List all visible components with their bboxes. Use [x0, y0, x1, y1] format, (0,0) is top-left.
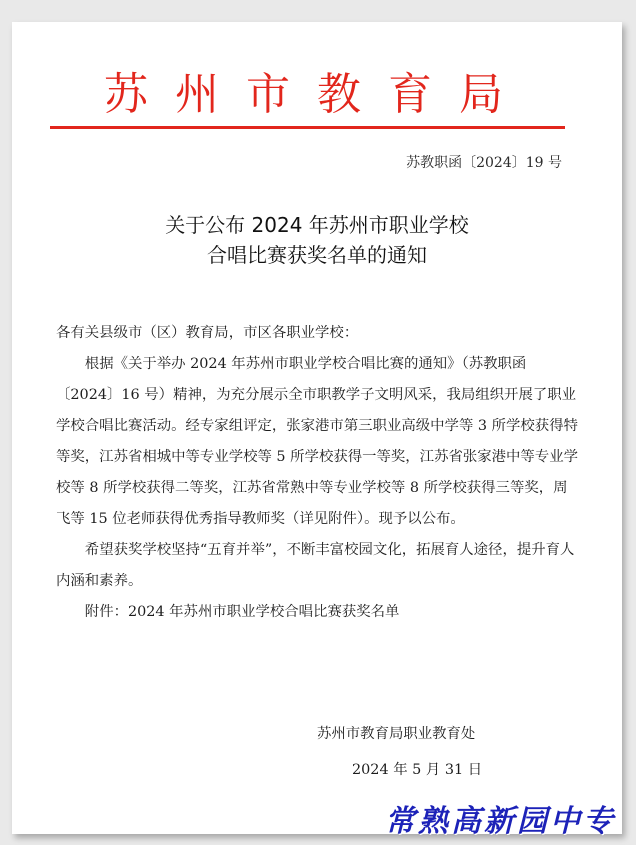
issuing-department: 苏州市教育局职业教育处 [317, 726, 476, 742]
issue-date: 2024 年 5 月 31 日 [352, 762, 483, 778]
notice-title-line2: 合唱比赛获奖名单的通知 [207, 243, 427, 267]
notice-body [56, 318, 578, 628]
paragraph-main: 根据《关于举办 2024 年苏州市职业学校合唱比赛的通知》（苏教职函〔2024〕16 号）精神，为充分展示全市职教学子文明风采，我局组织开展了职业学校合唱比赛活动。经专家组评定，张家港市第三职业高级中学等 3 所学校获得特等奖，江苏省相城中等专业学校等 5 所学校获得一等奖，江苏省张家港中等专业学校等 8 所学校获得二等奖，江苏省常熟中等专业学校等 8 所学校获得三等奖，周飞等 15 位老师获得优秀指导教师奖（详见附件）。现予以公布。 [56, 356, 578, 527]
notice-title-line1: 关于公布 2024 年苏州市职业学校 [165, 213, 469, 237]
document-page [12, 22, 622, 834]
paragraph-hope: 希望获奖学校坚持“五育并举”，不断丰富校园文化，拓展育人途径，提升育人内涵和素养。 [56, 542, 575, 589]
document-number: 苏教职函〔2024〕19 号 [406, 155, 562, 171]
masthead-divider [50, 126, 565, 129]
attachment-line: 附件：2024 年苏州市职业学校合唱比赛获奖名单 [84, 604, 400, 620]
notice-title [12, 210, 622, 270]
watermark-text: 常熟高新园中专 [385, 804, 616, 839]
salutation: 各有关县级市（区）教育局，市区各职业学校： [56, 325, 359, 341]
masthead-title: 苏州市教育局 [104, 69, 530, 120]
